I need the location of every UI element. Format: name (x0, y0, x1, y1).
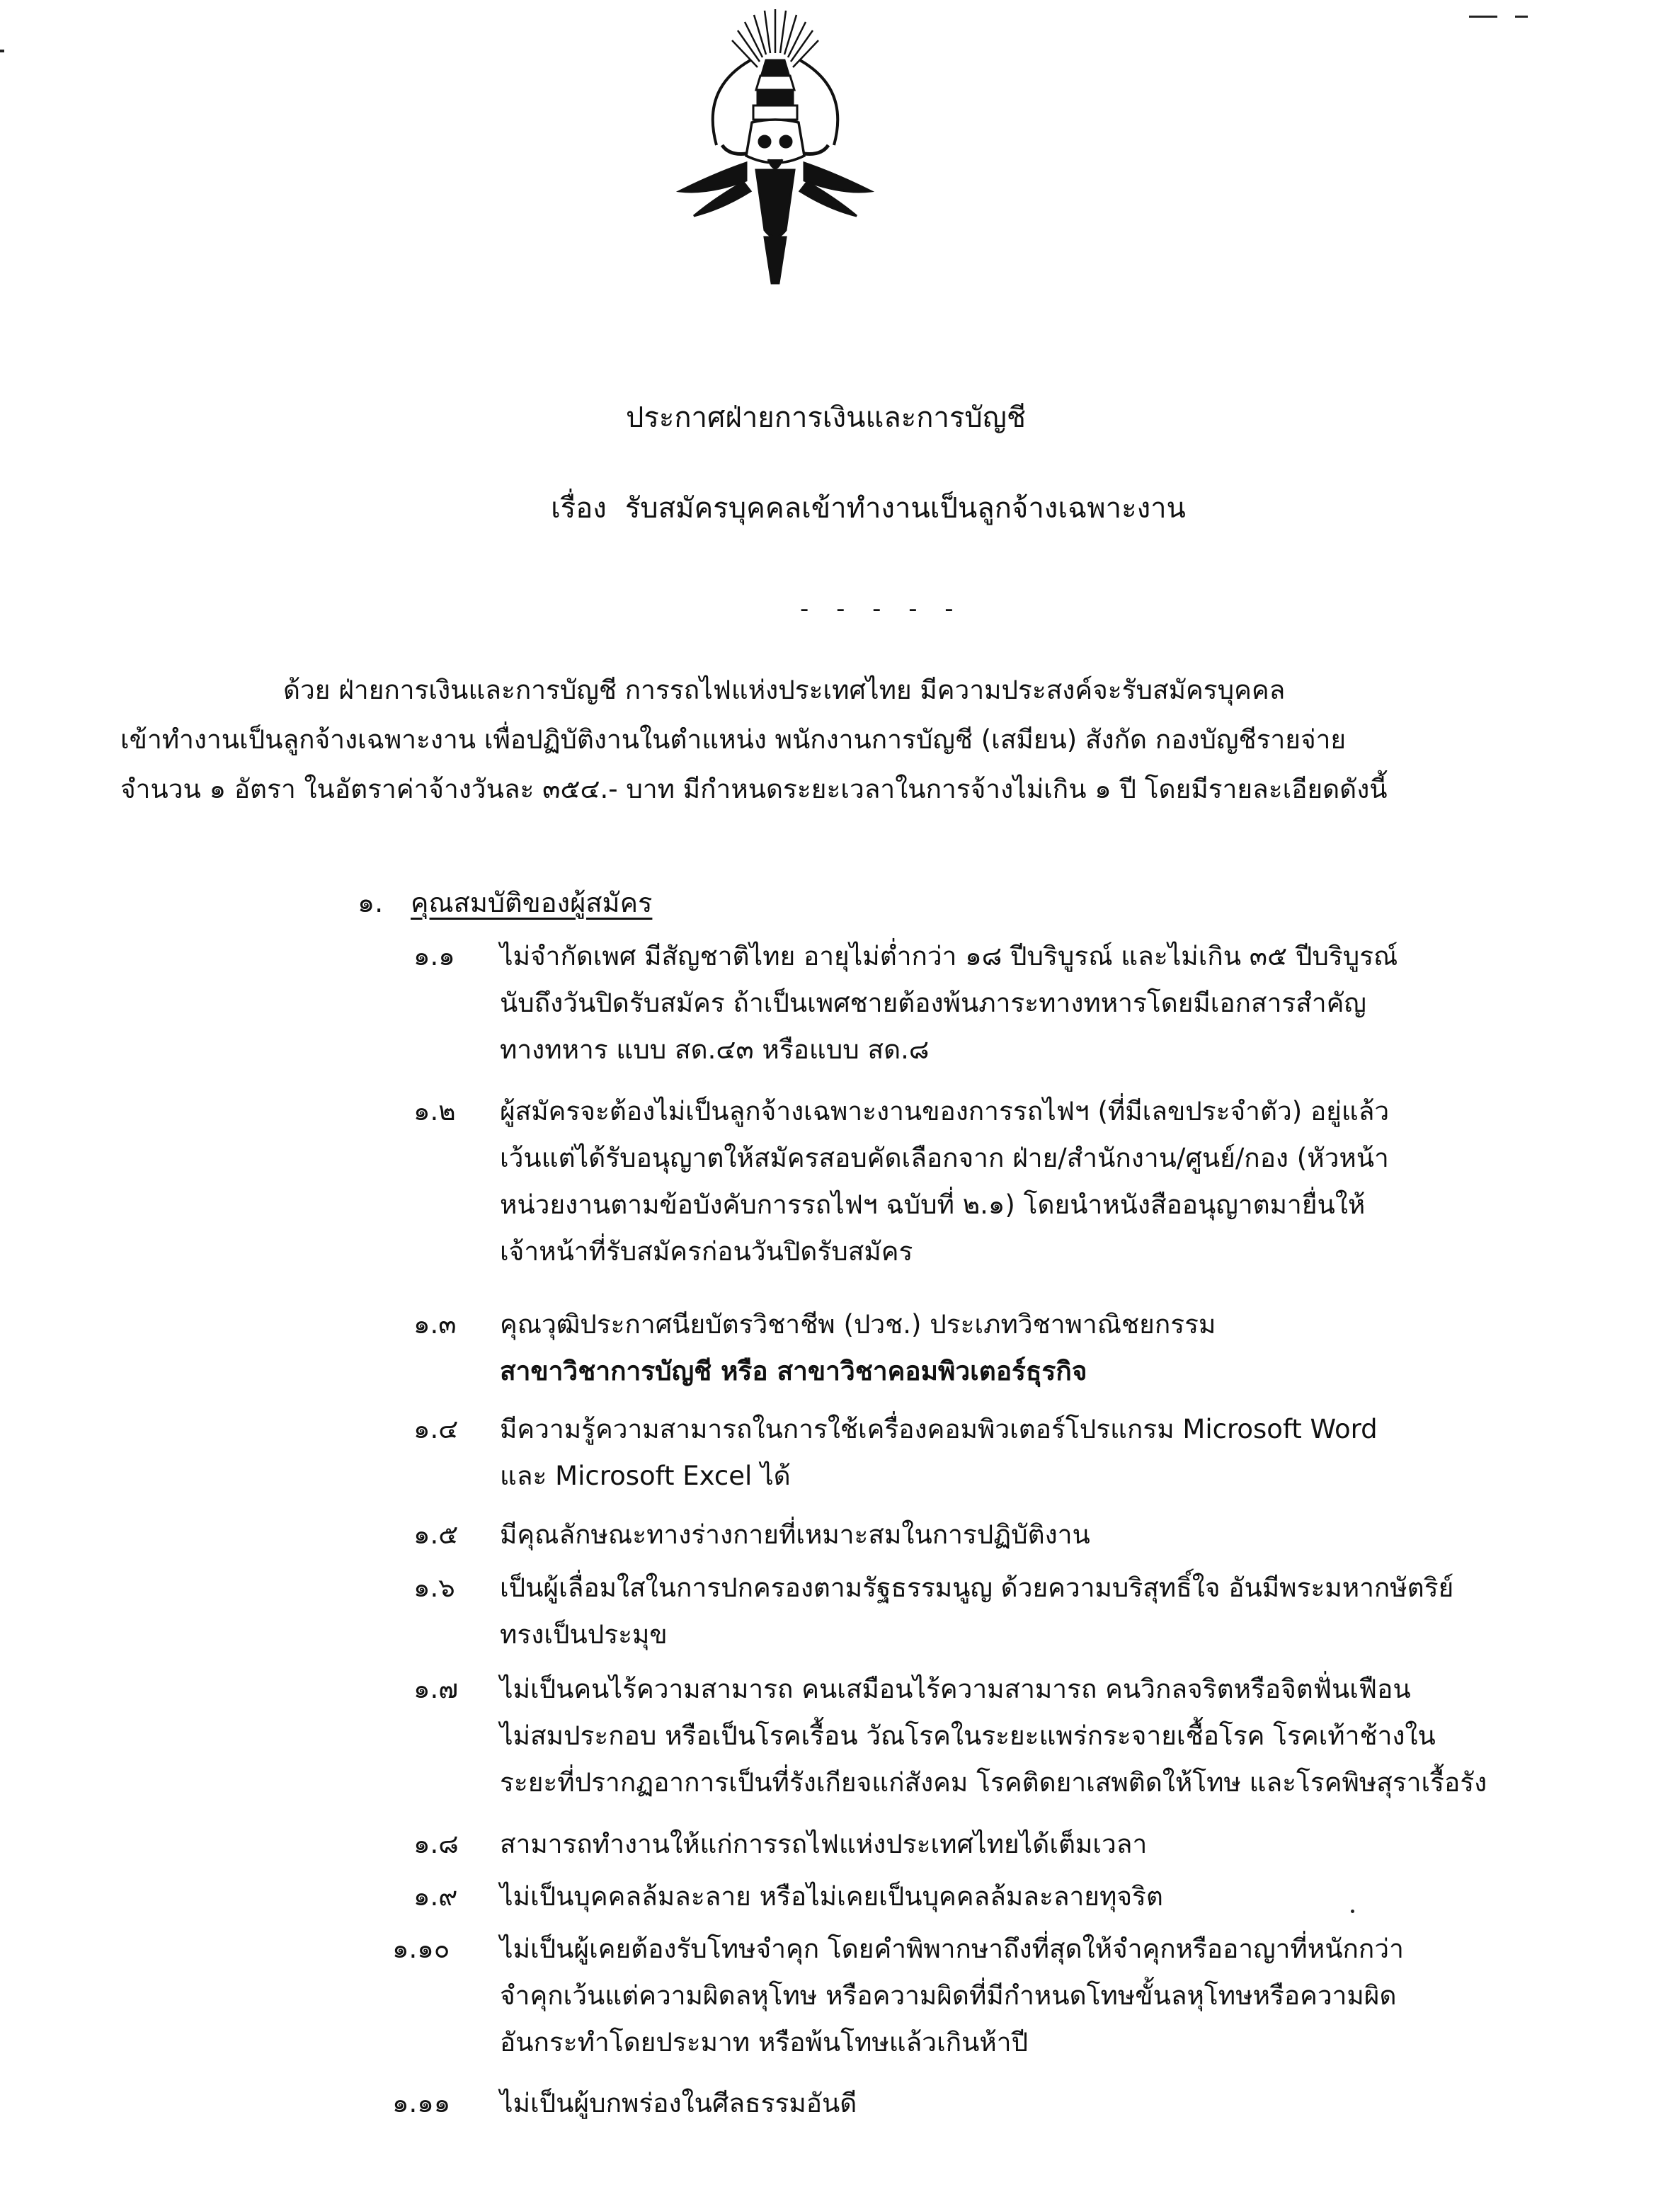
item-line: ไม่จำกัดเพศ มีสัญชาติไทย อายุไม่ต่ำกว่า ๑๘ ปีบริบูรณ์ และไม่เกิน ๓๕ ปีบริบูรณ์ (500, 941, 1398, 971)
state-railway-emblem-icon (673, 4, 878, 287)
item-number: ๑.๘ (413, 1829, 459, 1859)
item-line: ไม่เป็นบุคคลล้มละลาย หรือไม่เคยเป็นบุคคลล้มละลายทุจริต (500, 1881, 1163, 1912)
item-line: หน่วยงานตามข้อบังคับการรถไฟฯ ฉบับที่ ๒.๑) โดยนำหนังสืออนุญาตมายื่นให้ (500, 1189, 1366, 1220)
item-line: ระยะที่ปรากฏอาการเป็นที่รังเกียจแก่สังคม โรคติดยาเสพติดให้โทษ และโรคพิษสุราเรื้อรัง (500, 1767, 1487, 1798)
item-number: ๑.๕ (413, 1519, 459, 1550)
item-line: มีความรู้ความสามารถในการใช้เครื่องคอมพิวเตอร์โปรแกรม Microsoft Word (500, 1414, 1378, 1444)
item-line: จำคุกเว้นแต่ความผิดลหุโทษ หรือความผิดที่มีกำหนดโทษขั้นลหุโทษหรือความผิด (500, 1980, 1397, 2011)
section-label: คุณสมบัติของผู้สมัคร (411, 887, 653, 918)
intro-line-3: จำนวน ๑ อัตรา ในอัตราค่าจ้างวันละ ๓๕๔.- บาท มีกำหนดระยะเวลาในการจ้างไม่เกิน ๑ ปี โดยมีรายละเอียดดังนี้ (120, 774, 1388, 804)
item-line: คุณวุฒิประกาศนียบัตรวิชาชีพ (ปวช.) ประเภทวิชาพาณิชยกรรม (500, 1309, 1216, 1340)
item-line: ทางทหาร แบบ สด.๔๓ หรือแบบ สด.๘ (500, 1034, 930, 1065)
item-line: นับถึงวันปิดรับสมัคร ถ้าเป็นเพศชายต้องพ้นภาระทางทหารโดยมีเอกสารสำคัญ (500, 988, 1366, 1018)
scan-mark (0, 50, 4, 52)
item-line: ไม่เป็นผู้เคยต้องรับโทษจำคุก โดยคำพิพากษาถึงที่สุดให้จำคุกหรืออาญาที่หนักกว่า (500, 1934, 1404, 1964)
item-line-bold: สาขาวิชาการบัญชี หรือ สาขาวิชาคอมพิวเตอร์ธุรกิจ (500, 1356, 1087, 1386)
item-number: ๑.๗ (413, 1674, 459, 1704)
item-line: ไม่สมประกอบ หรือเป็นโรคเรื้อน วัณโรคในระยะแพร่กระจายเชื้อโรค โรคเท้าช้างใน (500, 1720, 1436, 1751)
item-line: ผู้สมัครจะต้องไม่เป็นลูกจ้างเฉพาะงานของการรถไฟฯ (ที่มีเลขประจำตัว) อยู่แล้ว (500, 1096, 1390, 1126)
item-line: ทรงเป็นประมุข (500, 1619, 668, 1650)
item-number: ๑.๔ (413, 1414, 459, 1444)
item-line: เว้นแต่ได้รับอนุญาตให้สมัครสอบคัดเลือกจาก ฝ่าย/สำนักงาน/ศูนย์/กอง (หัวหน้า (500, 1143, 1389, 1173)
item-number: ๑.๑ (413, 941, 455, 971)
announcement-title: ประกาศฝ่ายการเงินและการบัญชี (625, 401, 1027, 434)
item-line: ไม่เป็นคนไร้ความสามารถ คนเสมือนไร้ความสามารถ คนวิกลจริตหรือจิตฟั่นเฟือน (500, 1674, 1411, 1704)
item-number: ๑.๖ (413, 1573, 455, 1603)
item-line: สามารถทำงานให้แก่การรถไฟแห่งประเทศไทยได้เต็มเวลา (500, 1829, 1148, 1859)
item-line: เจ้าหน้าที่รับสมัครก่อนวันปิดรับสมัคร (500, 1236, 913, 1267)
announcement-subject (28, 491, 1680, 526)
scan-mark (1351, 1910, 1354, 1913)
item-line: อันกระทำโดยประมาท หรือพ้นโทษแล้วเกินห้าปี (500, 2027, 1029, 2058)
scan-mark (1515, 16, 1528, 18)
item-number: ๑.๒ (413, 1096, 456, 1126)
subject-prefix: เรื่อง (551, 492, 607, 525)
scan-mark (1469, 16, 1497, 18)
item-number: ๑.๓ (413, 1309, 457, 1340)
intro-line-1: ด้วย ฝ่ายการเงินและการบัญชี การรถไฟแห่งประเทศไทย มีความประสงค์จะรับสมัครบุคคล (283, 675, 1286, 705)
section-number: ๑. (358, 887, 384, 918)
item-line: เป็นผู้เลื่อมใสในการปกครองตามรัฐธรรมนูญ ด้วยความบริสุทธิ์ใจ อันมีพระมหากษัตริย์ (500, 1573, 1454, 1603)
item-line: ไม่เป็นผู้บกพร่องในศีลธรรมอันดี (500, 2088, 857, 2118)
item-number: ๑.๑๐ (392, 1934, 450, 1964)
subject-text: รับสมัครบุคคลเข้าทำงานเป็นลูกจ้างเฉพาะงาน (624, 492, 1186, 525)
item-line: มีคุณลักษณะทางร่างกายที่เหมาะสมในการปฏิบัติงาน (500, 1519, 1090, 1550)
item-number: ๑.๙ (413, 1881, 458, 1912)
title-separator: - - - - - (800, 595, 964, 623)
item-line: และ Microsoft Excel ได้ (500, 1461, 791, 1491)
intro-line-2: เข้าทำงานเป็นลูกจ้างเฉพาะงาน เพื่อปฏิบัติงานในตำแหน่ง พนักงานการบัญชี (เสมียน) สังกัด กองบัญชีรายจ่าย (120, 724, 1347, 755)
section-heading (358, 885, 652, 920)
item-number: ๑.๑๑ (392, 2088, 451, 2118)
